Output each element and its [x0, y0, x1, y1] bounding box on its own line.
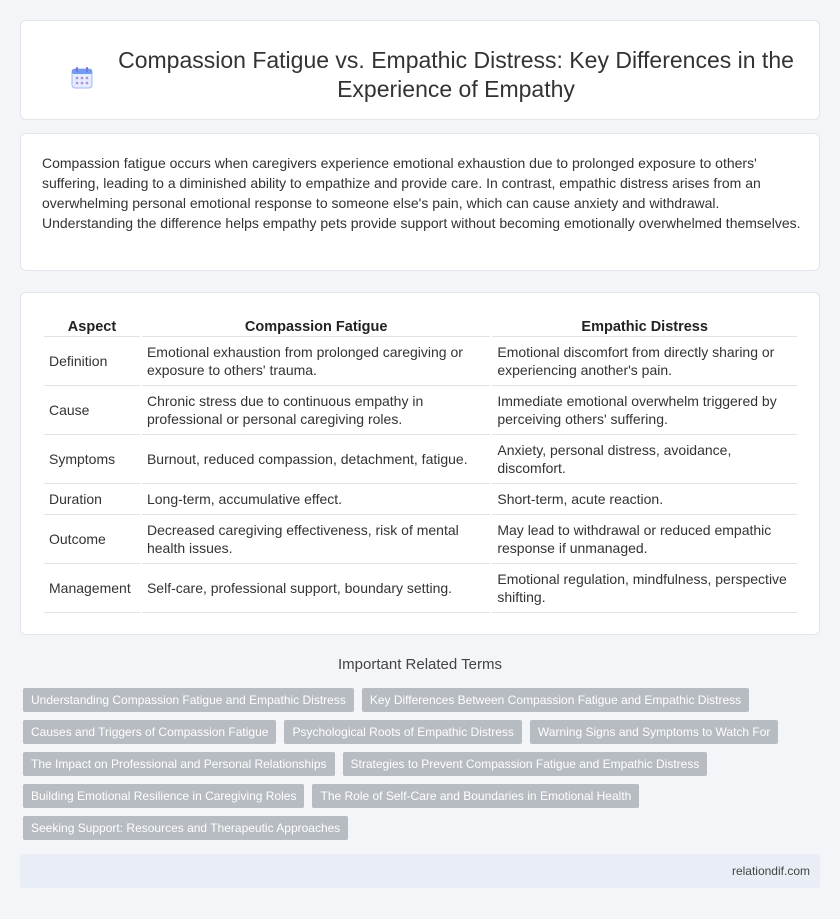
- related-term-tag[interactable]: The Impact on Professional and Personal Relationships: [23, 752, 335, 776]
- related-term-tag[interactable]: Causes and Triggers of Compassion Fatigue: [23, 720, 276, 744]
- row-empathic-distress: Emotional discomfort from directly sharing or experiencing another's pain.: [492, 337, 797, 386]
- column-header-empathic-distress: Empathic Distress: [492, 313, 797, 337]
- page-title: Compassion Fatigue vs. Empathic Distress: Key Differences in the Experience of Empathy: [118, 47, 794, 102]
- row-aspect: Cause: [44, 386, 140, 435]
- related-term-tag[interactable]: Building Emotional Resilience in Caregiving Roles: [23, 784, 304, 808]
- related-term-tag[interactable]: The Role of Self-Care and Boundaries in Emotional Health: [312, 784, 639, 808]
- related-term-tag[interactable]: Seeking Support: Resources and Therapeutic Approaches: [23, 816, 348, 840]
- row-compassion-fatigue: Long-term, accumulative effect.: [142, 484, 490, 515]
- comparison-table-card: [20, 292, 820, 635]
- related-term-tag[interactable]: Strategies to Prevent Compassion Fatigue and Empathic Distress: [343, 752, 708, 776]
- row-empathic-distress: Short-term, acute reaction.: [492, 484, 797, 515]
- table-row: [44, 337, 797, 386]
- row-empathic-distress: Immediate emotional overwhelm triggered by perceiving others' suffering.: [492, 386, 797, 435]
- row-compassion-fatigue: Emotional exhaustion from prolonged caregiving or exposure to others' trauma.: [142, 337, 490, 386]
- comparison-table: [42, 313, 799, 613]
- related-terms-list: [23, 688, 813, 840]
- table-row: [44, 564, 797, 613]
- related-term-tag[interactable]: Warning Signs and Symptoms to Watch For: [530, 720, 779, 744]
- related-term-tag[interactable]: Psychological Roots of Empathic Distress: [284, 720, 521, 744]
- row-empathic-distress: May lead to withdrawal or reduced empathic response if unmanaged.: [492, 515, 797, 564]
- column-header-compassion-fatigue: Compassion Fatigue: [142, 313, 490, 337]
- row-compassion-fatigue: Chronic stress due to continuous empathy in professional or personal caregiving roles.: [142, 386, 490, 435]
- intro-card: [20, 133, 820, 271]
- header-card: [20, 20, 820, 120]
- row-aspect: Definition: [44, 337, 140, 386]
- footer-site-link[interactable]: relationdif.com: [731, 864, 810, 878]
- table-header-row: [44, 313, 797, 337]
- column-header-aspect: Aspect: [44, 313, 140, 337]
- row-aspect: Outcome: [44, 515, 140, 564]
- row-aspect: Symptoms: [44, 435, 140, 484]
- related-term-tag[interactable]: Understanding Compassion Fatigue and Empathic Distress: [23, 688, 354, 712]
- row-empathic-distress: Emotional regulation, mindfulness, perspective shifting.: [492, 564, 797, 613]
- footer: [20, 854, 820, 888]
- related-term-tag[interactable]: Key Differences Between Compassion Fatigue and Empathic Distress: [362, 688, 749, 712]
- row-compassion-fatigue: Self-care, professional support, boundary setting.: [142, 564, 490, 613]
- table-row: [44, 484, 797, 515]
- intro-paragraph: Compassion fatigue occurs when caregivers experience emotional exhaustion due to prolonged exposure to others' suffering, leading to a diminished ability to empathize and provide care. In contrast, empathic distress arises from an overwhelming personal emotional response to someone else's pain, which can cause anxiety and withdrawal. Understanding the difference helps empathy pets provide support without becoming emotionally overwhelmed themselves.: [42, 155, 801, 231]
- row-aspect: Management: [44, 564, 140, 613]
- row-compassion-fatigue: Burnout, reduced compassion, detachment, fatigue.: [142, 435, 490, 484]
- row-empathic-distress: Anxiety, personal distress, avoidance, discomfort.: [492, 435, 797, 484]
- related-terms-heading: Important Related Terms: [338, 656, 502, 673]
- table-row: [44, 515, 797, 564]
- row-compassion-fatigue: Decreased caregiving effectiveness, risk of mental health issues.: [142, 515, 490, 564]
- table-row: [44, 386, 797, 435]
- table-row: [44, 435, 797, 484]
- row-aspect: Duration: [44, 484, 140, 515]
